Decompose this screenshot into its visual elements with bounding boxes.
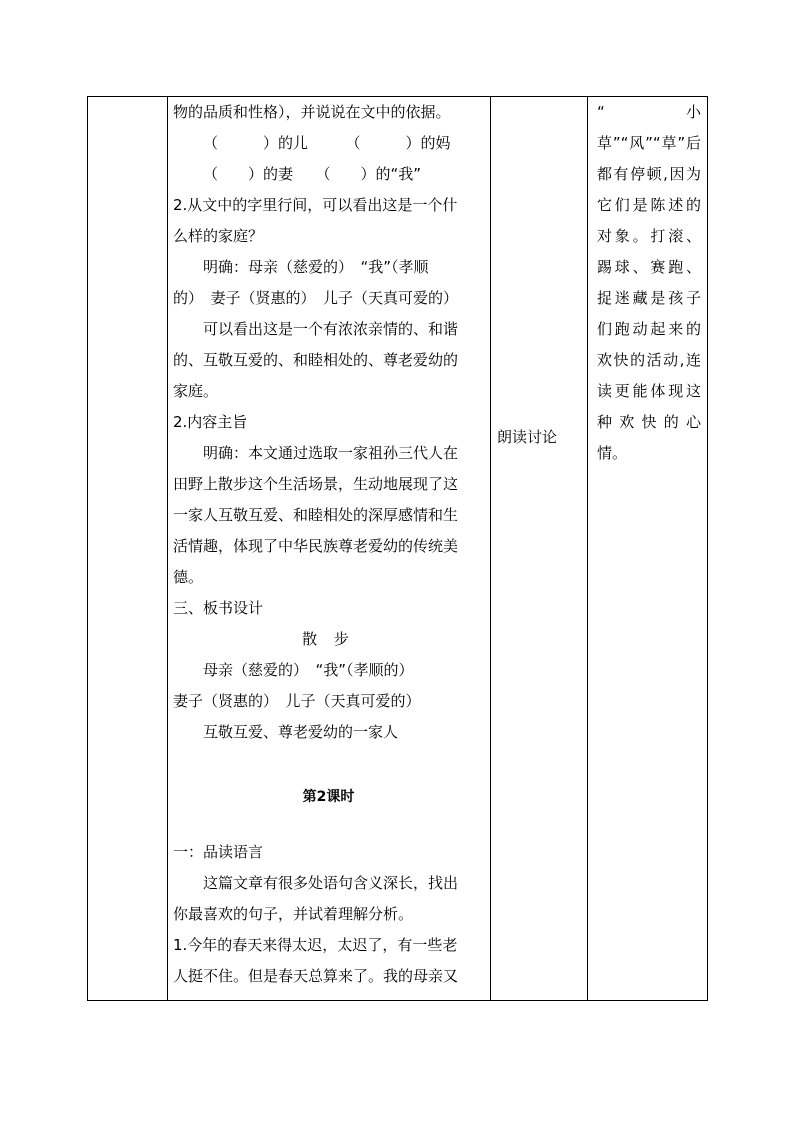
method-text: 朗读讨论 <box>497 428 558 446</box>
text-line: 你最喜欢的句子，并试着理解分析。 <box>173 905 414 923</box>
answer-line: 活情趣，体现了中华民族尊老爱幼的传统美 <box>173 537 459 555</box>
answer-line: 德。 <box>173 568 204 586</box>
board-line: 妻子（贤惠的） 儿子（天真可爱的） <box>173 692 421 710</box>
answer-line: 的） 妻子（贤惠的） 儿子（天真可爱的） <box>173 289 459 307</box>
table-row <box>88 97 708 1001</box>
answer-line: 明确：本文通过选取一家祖孙三代人在 <box>203 444 459 462</box>
teaching-content <box>168 97 490 992</box>
lesson-plan-table <box>87 96 708 1001</box>
answer-line: 家庭。 <box>173 382 219 400</box>
teaching-content-cell <box>168 97 491 1001</box>
fill-blank-line: （ ）的妻 （ ）的“我” <box>203 165 422 183</box>
notes-cell <box>588 97 708 1001</box>
section-heading: 一：品读语言 <box>173 843 264 861</box>
section-heading: 三、板书设计 <box>173 599 264 617</box>
answer-line: 可以看出这是一个有浓浓亲情的、和谐 <box>203 320 459 338</box>
blank-column-cell <box>88 97 168 1001</box>
method-cell <box>491 97 588 1001</box>
question-line: 么样的家庭？ <box>173 227 264 245</box>
text-line: 1.今年的春天来得太迟，太迟了，有一些老 <box>173 936 458 954</box>
text-line: 这篇文章有很多处语句含义深长，找出 <box>203 874 459 892</box>
board-title: 散 步 <box>302 630 355 648</box>
lesson-heading: 第2课时 <box>302 789 355 805</box>
question-line: 2.从文中的字里行间，可以看出这是一个什 <box>173 196 458 214</box>
answer-line: 田野上散步这个生活场景，生动地展现了这 <box>173 475 459 493</box>
section-heading: 2.内容主旨 <box>173 413 248 431</box>
fill-blank-line: （ ）的儿 （ ）的妈 <box>203 134 451 152</box>
text-line: 物的品质和性格），并说说在文中的依据。 <box>173 103 451 121</box>
board-line: 互敬互爱、尊老爱幼的一家人 <box>203 723 399 741</box>
answer-line: 一家人互敬互爱、和睦相处的深厚感情和生 <box>173 506 459 524</box>
notes-text: “小草”“风”“草”后都有停顿,因为它们是陈述的对象。打滚、踢球、赛跑、捉迷藏是孩子们跑动起来的欢快的活动,连读更能体现这种欢快的心情。 <box>597 103 701 462</box>
board-line: 母亲（慈爱的） “我”（孝顺的） <box>203 661 414 679</box>
text-line: 人挺不住。但是春天总算来了。我的母亲又 <box>173 967 459 985</box>
answer-line: 的、互敬互爱的、和睦相处的、尊老爱幼的 <box>173 351 459 369</box>
answer-line: 明确：母亲（慈爱的） “我”（孝顺 <box>203 258 429 276</box>
